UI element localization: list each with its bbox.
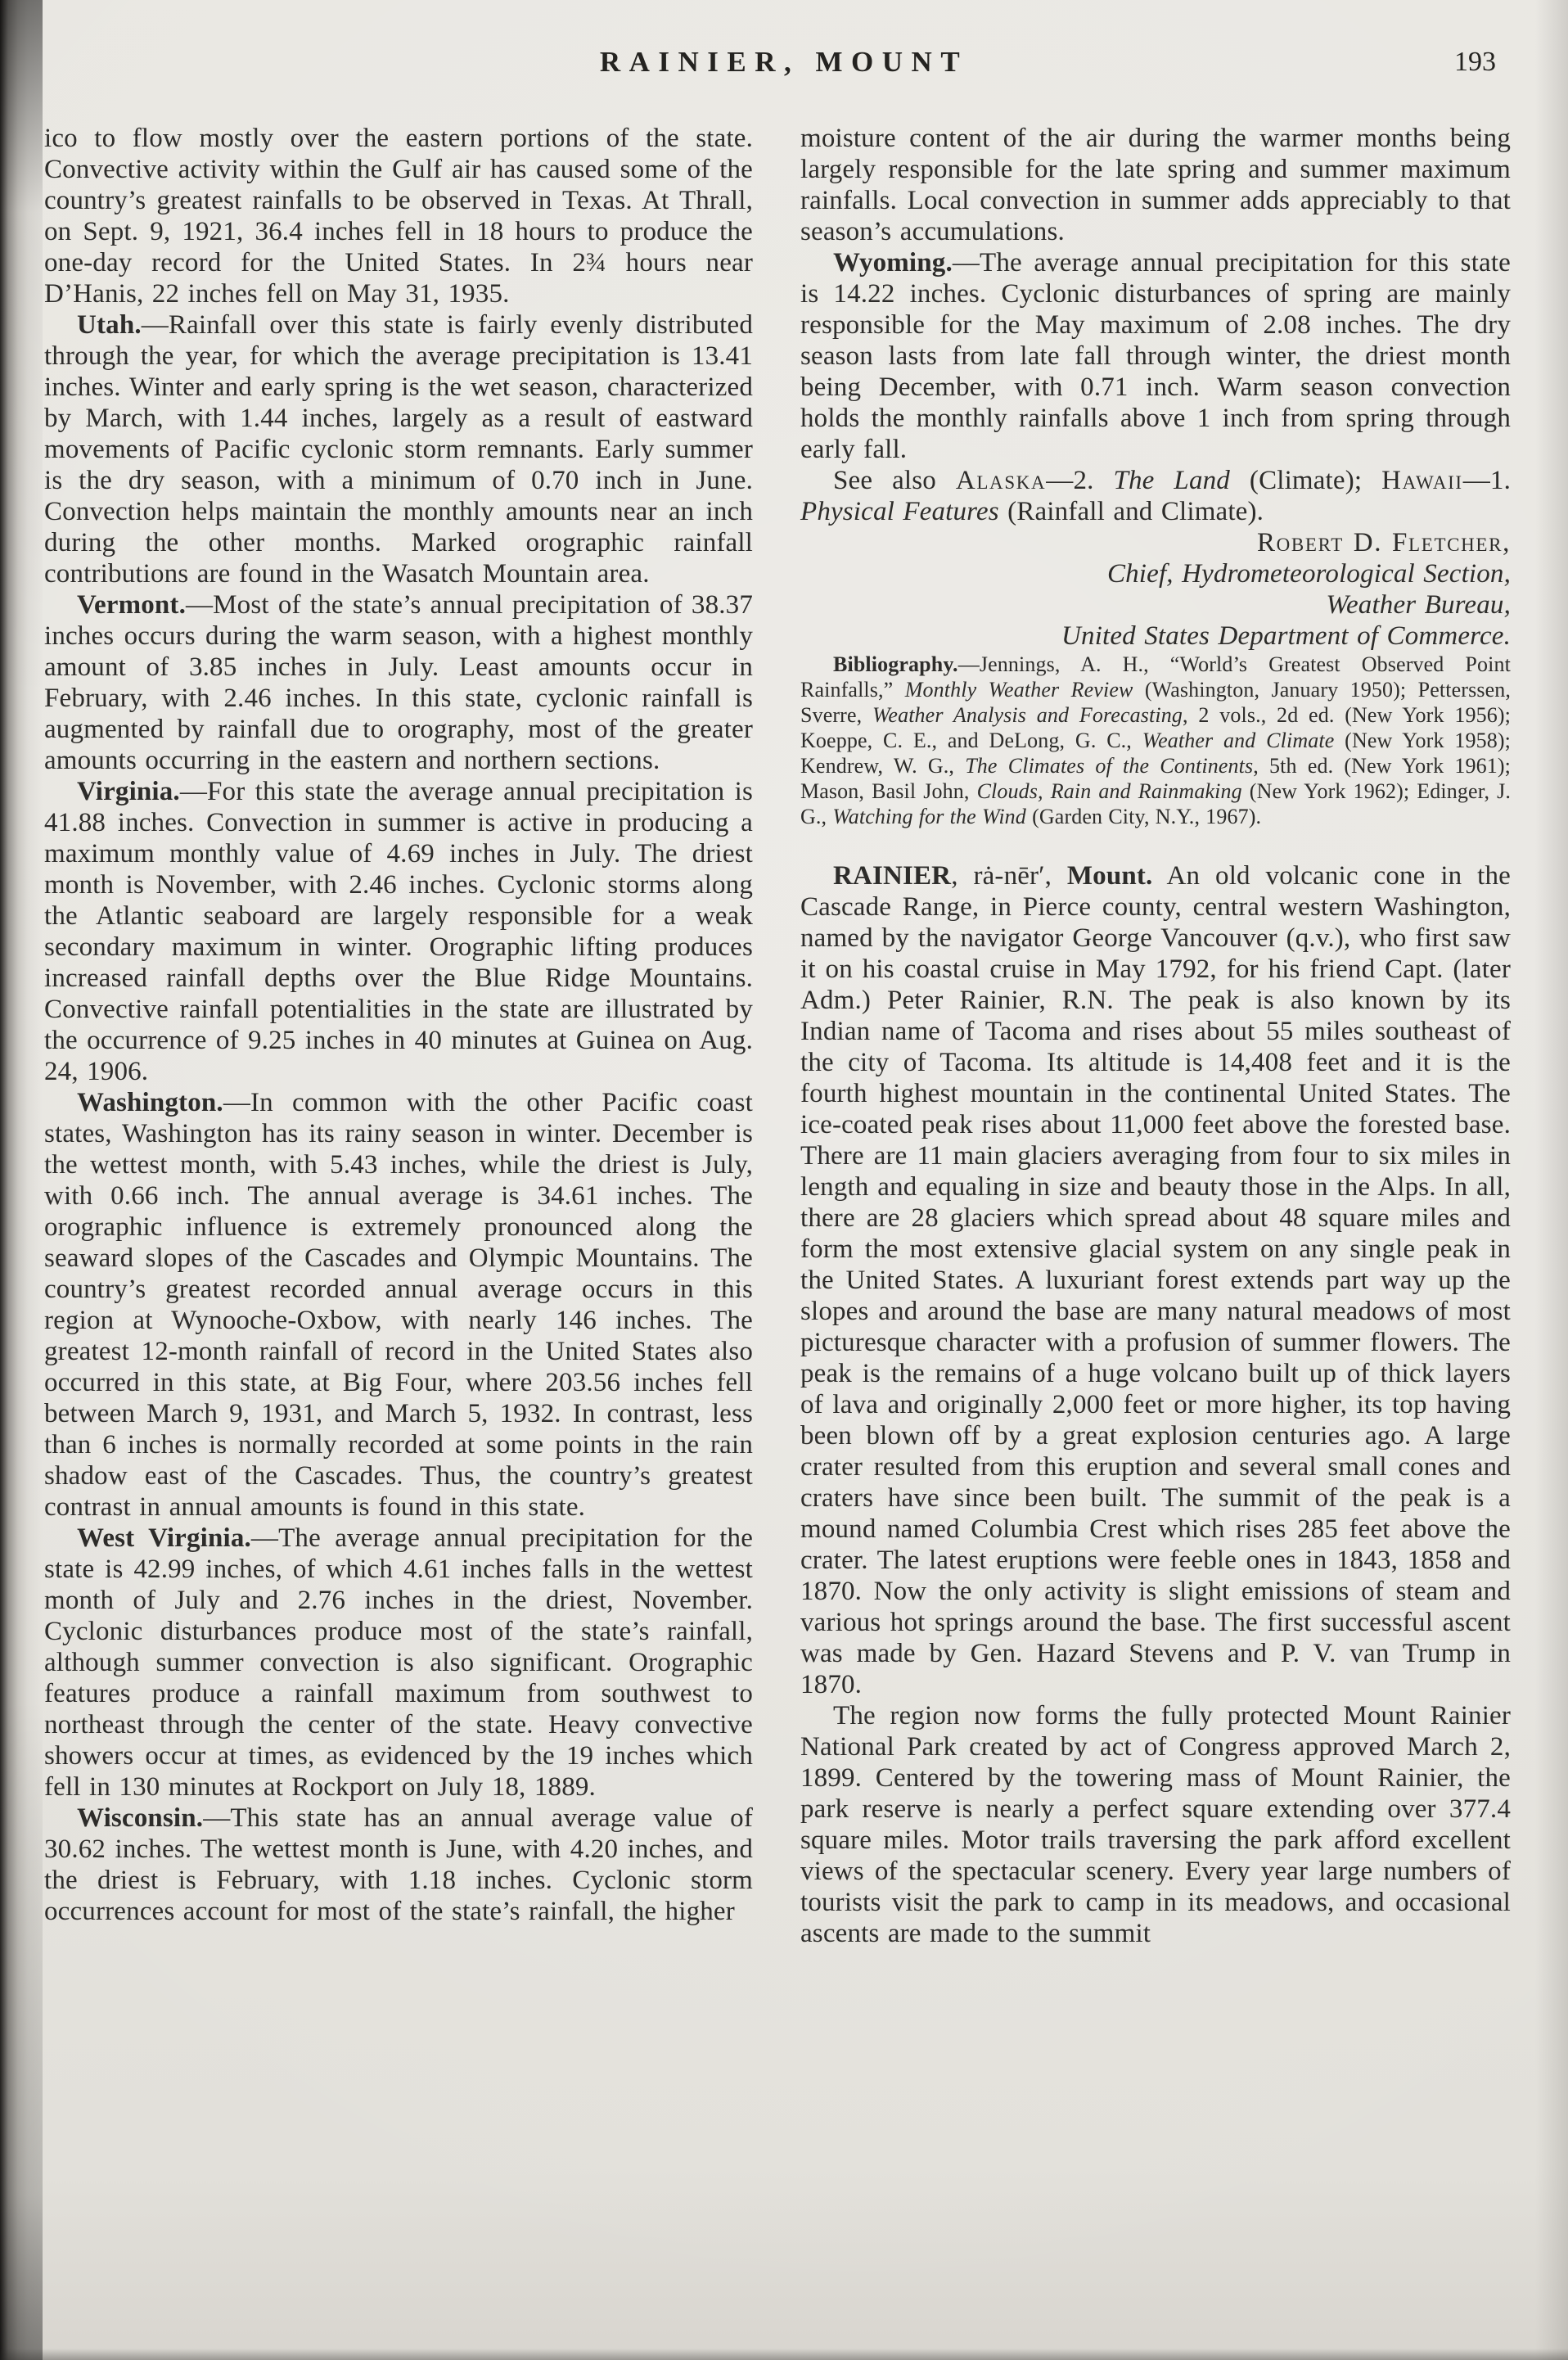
right-text-column <box>800 123 1511 1949</box>
text-run: Washington. <box>77 1088 223 1117</box>
running-head-title: RAINIER, MOUNT <box>599 46 969 78</box>
paragraph <box>800 558 1511 589</box>
text-run: (Washington, January 1950); Petterssen, Sverre, <box>800 678 1511 727</box>
text-run: —This state has an annual average value of 30.62 inches. The wettest month is June, with 4.20 inches, and the driest is February, with 1.18 inches. Cyclonic storm occurrences account for most of the state’s rainfall, the higher <box>44 1803 753 1926</box>
paragraph <box>800 247 1511 465</box>
text-run: United States Department of Commerce. <box>1061 621 1511 651</box>
text-run: Mount. <box>1066 861 1153 891</box>
text-run: —The average annual precipitation for the state is 42.99 inches, of which 4.61 inches falls in the wettest month of July and 2.76 inches in the driest, November. Cyclonic disturbances produce most of the state’s rainfall, although summer convection is also significant. Orographic features produce a rainfall maximum from southwest to northeast through the center of the state. Heavy convective showers occur at times, as evidenced by the 19 inches which fell in 130 minutes at Rockport on July 18, 1889. <box>44 1523 753 1802</box>
paragraph <box>800 1700 1511 1949</box>
text-run: , rȧ-nēr′, <box>951 861 1067 891</box>
left-text-column <box>44 123 753 1927</box>
text-run: Robert D. Fletcher, <box>1256 528 1511 557</box>
text-run: (New York 1962); Edinger, J. G., <box>800 779 1511 828</box>
text-run: Physical Features <box>800 497 999 526</box>
text-run: (New York 1958); Kendrew, W. G., <box>800 729 1511 778</box>
text-run: Weather Analysis and Forecasting <box>872 703 1183 727</box>
paragraph <box>44 1803 753 1927</box>
text-run: The region now forms the fully protected Mount Rainier National Park created by act of Congress approved March 2, 1899. Centered by the towering mass of Mount Rainier, the park reserve is nearly a perfect square extending over 377.4 square miles. Motor trails traversing the park afford excellent views of the spectacular scenery. Every year large numbers of tourists visit the park to camp in its meadows, and occasional ascents are made to the summit <box>800 1701 1511 1948</box>
paragraph <box>800 620 1511 652</box>
text-run: —1. <box>1462 466 1511 495</box>
page-header <box>0 46 1568 83</box>
text-run: Watching for the Wind <box>832 805 1026 828</box>
text-run: Clouds, Rain and Rainmaking <box>976 779 1242 803</box>
text-run: Wyoming. <box>833 248 953 278</box>
text-run: The Climates of the Continents <box>965 754 1254 778</box>
text-run: Alaska <box>955 466 1047 495</box>
paragraph <box>44 309 753 589</box>
paragraph <box>44 1523 753 1803</box>
text-run: Weather and Climate <box>1142 729 1335 752</box>
paragraph <box>44 589 753 776</box>
paragraph <box>800 860 1511 1700</box>
paragraph <box>44 776 753 1087</box>
text-run: (Rainfall and Climate). <box>998 497 1264 526</box>
text-run: See also <box>833 466 956 495</box>
text-run: —In common with the other Pacific coast states, Washington has its rainy season in winter. December is the wettest month, with 5.43 inches, while the driest is July, with 0.66 inch. The annual average is 34.61 inches. The orographic influence is extremely pronounced along the seaward slopes of the Cascades and Olympic Mountains. The country’s greatest recorded annual average occurs in this region at Wynooche-Oxbow, with nearly 146 inches. The greatest 12-month rainfall of record in the United States also occurred in this state, at Big Four, where 203.56 inches fell between March 9, 1931, and March 5, 1932. In contrast, less than 6 inches is normally recorded at some points in the rain shadow east of the Cascades. Thus, the country’s greatest contrast in annual amounts is found in this state. <box>44 1088 753 1522</box>
text-run: Vermont. <box>77 590 186 620</box>
book-gutter-shadow <box>0 0 43 2360</box>
paragraph <box>800 589 1511 620</box>
text-run: —Rainfall over this state is fairly evenly distributed through the year, for which the average precipitation is 13.41 inches. Winter and early spring is the wet season, characterized by March, with 1.44 inches, largely as a result of eastward movements of Pacific cyclonic storm remnants. Early summer is the dry season, with a minimum of 0.70 inch in June. Convection helps maintain the monthly amounts near an inch during the other months. Marked orographic rainfall contributions are found in the Wasatch Mountain area. <box>44 310 753 589</box>
text-run: The Land <box>1113 466 1230 495</box>
text-run: (Climate); <box>1229 466 1382 495</box>
text-run: An old volcanic cone in the Cascade Range, in Pierce county, central western Washington, named by the navigator George Vancouver (q.v.), who first saw it on his coastal cruise in May 1792, for his friend Capt. (later Adm.) Peter Rainier, R.N. The peak is also known by its Indian name of Tacoma and rises about 55 miles southeast of the city of Tacoma. Its altitude is 14,408 feet and it is the fourth highest mountain in the continental United States. The ice-coated peak rises about 11,000 feet above the forested base. There are 11 main glaciers averaging from four to six miles in length and equaling in size and beauty those in the Alps. In all, there are 28 glaciers which spread about 48 square miles and form the most extensive glacial system on any single peak in the United States. A luxuriant forest extends part way up the slopes and around the base are many natural meadows of most picturesque character with a profusion of summer flowers. The peak is the remains of a huge volcano built up of thick layers of lava and originally 2,000 feet or more higher, its top having been blown off by a great explosion centuries ago. A large crater resulted from this eruption and several small cones and craters have since been built. The summit of the peak is a mound named Columbia Crest which rises 285 feet above the crater. The latest eruptions were feeble ones in 1843, 1858 and 1870. Now the only activity is slight emissions of steam and various hot springs around the base. The first successful ascent was made by Gen. Hazard Stevens and P. V. van Trump in 1870. <box>800 861 1511 1699</box>
text-run: ico to flow mostly over the eastern portions of the state. Convective activity within the Gulf air has caused some of the country’s greatest rainfalls to be observed in Texas. At Thrall, on Sept. 9, 1921, 36.4 inches fell in 18 hours to produce the one-day record for the United States. In 2¾ hours near D’Hanis, 22 inches fell on May 31, 1935. <box>44 124 753 309</box>
text-run: Bibliography. <box>833 652 958 676</box>
paragraph <box>44 1087 753 1523</box>
paragraph <box>800 527 1511 558</box>
text-run: Weather Bureau, <box>1326 590 1511 620</box>
paragraph <box>800 465 1511 527</box>
text-run: Monthly Weather Review <box>904 678 1133 702</box>
text-run: Hawaii <box>1381 466 1463 495</box>
text-run: (Garden City, N.Y., 1967). <box>1025 805 1262 828</box>
page-number: 193 <box>1454 47 1496 77</box>
paragraph <box>800 123 1511 247</box>
text-run: moisture content of the air during the warmer months being largely responsible for the late spring and summer maximum rainfalls. Local convection in summer adds appreciably to that season’s accumulations. <box>800 124 1511 246</box>
text-run: Chief, Hydrometeorological Section, <box>1106 559 1511 589</box>
text-run: RAINIER <box>833 861 952 891</box>
paragraph <box>44 123 753 309</box>
text-run: —2. <box>1046 466 1114 495</box>
text-run: , 5th ed. (New York 1961); Mason, Basil John, <box>800 754 1512 803</box>
text-run: Virginia. <box>77 777 180 806</box>
text-run: Wisconsin. <box>77 1803 204 1833</box>
text-run: —Most of the state’s annual precipitation of 38.37 inches occurs during the warm season, with a highest monthly amount of 3.85 inches in July. Least amounts occur in February, with 2.46 inches. In this state, cyclonic rainfall is augmented by rainfall due to orography, most of the greater amounts occurring in the eastern and northern sections. <box>44 590 753 775</box>
text-run: —The average annual precipitation for this state is 14.22 inches. Cyclonic disturbances of spring are mainly responsible for the May maximum of 2.08 inches. The dry season lasts from late fall through winter, the driest month being December, with 0.71 inch. Warm season convection holds the monthly rainfalls above 1 inch from spring through early fall. <box>800 248 1511 464</box>
text-run: , 2 vols., 2d ed. (New York 1956); Koeppe, C. E., and DeLong, G. C., <box>800 703 1511 752</box>
text-run: —Jennings, A. H., “World’s Greatest Observed Point Rainfalls,” <box>800 652 1511 702</box>
text-run: West Virginia. <box>77 1523 251 1553</box>
paragraph <box>800 652 1511 829</box>
page-bottom-edge-shadow <box>0 2349 1568 2360</box>
text-run: —For this state the average annual precipitation is 41.88 inches. Convection in summer is active in producing a maximum monthly value of 4.69 inches in July. The driest month is November, with 2.46 inches. Cyclonic storms along the Atlantic seaboard are largely responsible for a weak secondary maximum in winter. Orographic lifting produces increased rainfall depths over the Blue Ridge Mountains. Convective rainfall potentialities in the state are illustrated by the occurrence of 9.25 inches in 40 minutes at Guinea on Aug. 24, 1906. <box>44 777 753 1086</box>
page-right-edge-shadow <box>1535 0 1568 2360</box>
text-run: Utah. <box>77 310 142 340</box>
